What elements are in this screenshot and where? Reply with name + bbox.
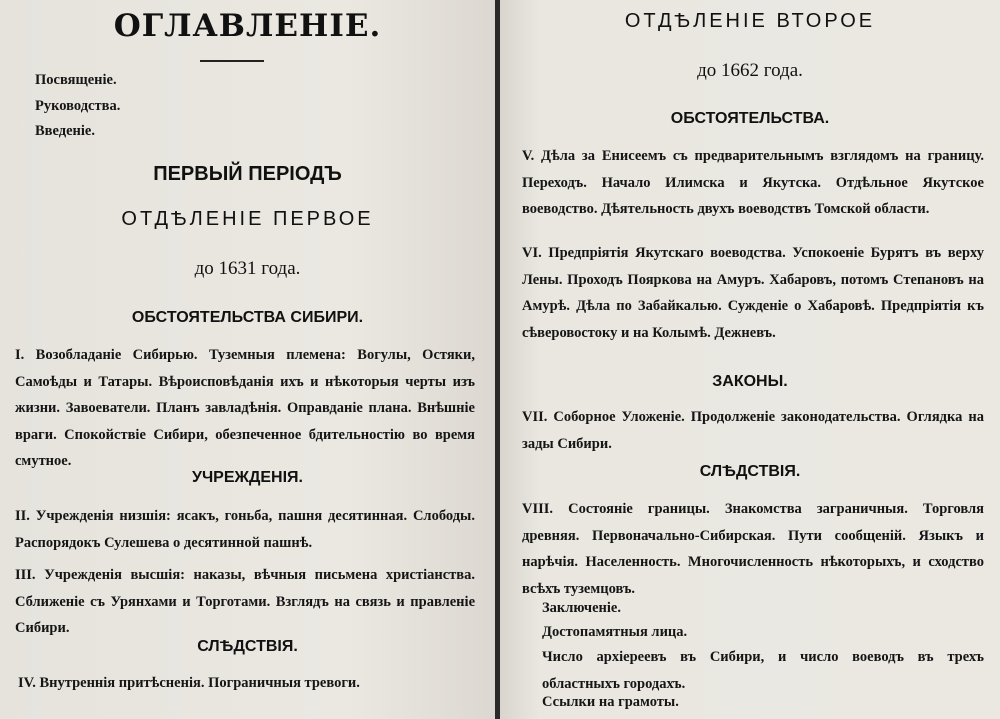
- section-title-laws: ЗАКОНЫ.: [712, 373, 788, 390]
- section-item-viii: VIII. Состояніе границы. Знакомства заграничныя. Торговля древняя. Первоначально-Сибирская. Пути сообщеній. Языкъ и нарѣчія. Населенность. Многочисленность нѣкоторыхъ, и сходство всѣхъ туземцовъ.: [522, 501, 984, 597]
- closing-references: Ссылки на грамоты.: [542, 694, 679, 710]
- period-title: ПЕРВЫЙ ПЕРІОДЪ: [153, 163, 342, 185]
- toc-title: ОГЛАВЛЕНІЕ.: [113, 8, 382, 44]
- section-text-circumstances: I. Возобладаніе Сибирью. Туземныя племена: Вогулы, Остяки, Самоѣды и Татары. Вѣроисповѣданія ихъ и нѣкоторыя черты изъ жизни. Завоеватели. Планъ завладѣнія. Оправданіе плана. Внѣшніе враги. Спокойствіе Сибири, обезпеченное бдительностію во время смутное.: [15, 347, 475, 469]
- closing-conclusion: Заключеніе.: [542, 600, 621, 616]
- front-matter-dedication: Посвященіе.: [35, 72, 117, 88]
- closing-notable-persons: Достопамятныя лица.: [542, 624, 688, 640]
- section-item-vi: VI. Предпріятія Якутскаго воеводства. Успокоеніе Бурятъ въ верху Лены. Проходъ Пояркова на Амуръ. Хабаровъ, потомъ Степановъ на Амурѣ. Дѣла по Забайкалью. Сужденіе о Хабаровѣ. Предпріятія къ сѣверовостоку и на Колымѣ. Дежневъ.: [522, 245, 984, 341]
- title-rule: [200, 60, 264, 62]
- right-page: [500, 0, 1000, 719]
- date-range: до 1631 года.: [194, 258, 301, 279]
- division-title: ОТДѢЛЕНІЕ ПЕРВОЕ: [121, 208, 374, 230]
- front-matter-introduction: Введеніе.: [35, 123, 95, 139]
- date-range-second: до 1662 года.: [697, 60, 803, 81]
- section-title-institutions: УЧРЕЖДЕНІЯ.: [191, 469, 303, 486]
- section-title-consequences: СЛѢДСТВІЯ.: [197, 638, 298, 655]
- section-item-iii: III. Учрежденія высшія: наказы, вѣчныя письмена христіанства. Сближеніе съ Урянхами и Торготами. Взглядъ на связь и правленіе Сибири.: [15, 567, 475, 636]
- section-title-consequences-second: СЛѢДСТВІЯ.: [699, 463, 801, 480]
- closing-bishops-voivodes: Число архіереевъ въ Сибири, и число воеводъ въ трехъ областныхъ городахъ.: [542, 649, 984, 692]
- front-matter-guides: Руководства.: [35, 98, 121, 114]
- section-title-circumstances: ОБСТОЯТЕЛЬСТВА СИБИРИ.: [131, 309, 364, 326]
- section-item-v: V. Дѣла за Енисеемъ съ предварительнымъ взглядомъ на границу. Переходъ. Начало Илимска и Якутска. Отдѣльное Якутское воеводство. Дѣятельность двухъ воеводствъ Томской области.: [522, 148, 984, 217]
- left-page: [0, 0, 495, 719]
- section-item-iv: IV. Внутреннія притѣсненія. Пограничныя тревоги.: [18, 675, 360, 691]
- section-item-vii: VII. Соборное Уложеніе. Продолженіе законодательства. Оглядка на зады Сибири.: [522, 409, 984, 452]
- section-item-ii: II. Учрежденія низшія: ясакъ, гоньба, пашня десятинная. Слободы. Распорядокъ Сулешева о десятинной пашнѣ.: [15, 508, 475, 551]
- division-title-second: ОТДѢЛЕНІЕ ВТОРОЕ: [624, 10, 876, 32]
- section-title-circumstances-second: ОБСТОЯТЕЛЬСТВА.: [670, 110, 830, 127]
